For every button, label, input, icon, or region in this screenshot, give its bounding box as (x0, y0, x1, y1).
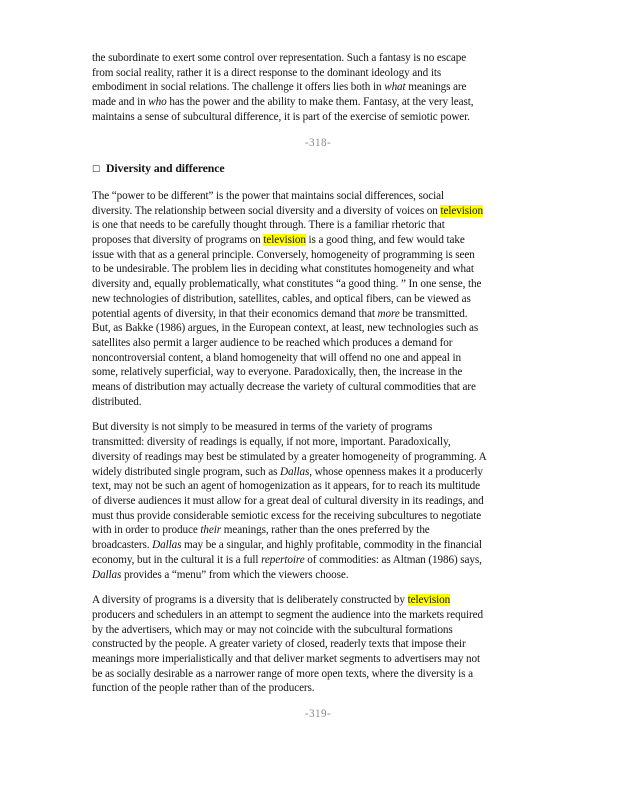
text-line (92, 435, 544, 450)
text-segment: noncontroversial content, a bland homogeneity that will offend no one and appeal in (92, 351, 461, 364)
text-line (92, 277, 544, 292)
text-segment: must thus provide considerable semiotic excess for the receiving subcultures to negotiate (92, 509, 482, 522)
book-page (92, 51, 544, 733)
text-segment: potential agents of diversity, in that their economics demand that (92, 307, 378, 320)
text-segment: satellites also permit a larger audience to be reached which produces a demand for (92, 336, 453, 349)
text-segment: new technologies of distribution, satellites, cables, and optical fibers, can be viewed as (92, 292, 471, 305)
highlighted-term: television (263, 234, 306, 247)
italic-text: who (148, 96, 167, 109)
text-line (92, 637, 544, 652)
text-segment: proposes that diversity of programs on (92, 234, 264, 247)
text-line (92, 321, 544, 336)
italic-text: what (384, 81, 406, 94)
text-line (92, 568, 544, 583)
text-segment: made and in (92, 96, 149, 109)
text-line (92, 204, 544, 219)
text-segment: broadcasters. (92, 539, 153, 552)
text-segment: But, as Bakke (1986) argues, in the European context, at least, new technologies such as (92, 322, 479, 335)
text-line (92, 623, 544, 638)
text-segment: text, may not be such an agent of homogenization as it appears, for to reach its multitude (92, 480, 481, 493)
square-bullet-icon: □ (92, 164, 100, 175)
text-segment: function of the people rather than of the producers. (92, 682, 315, 695)
text-line (92, 336, 544, 351)
body-paragraph (92, 189, 544, 410)
text-segment: maintains a sense of subcultural difference, it is part of the exercise of semiotic power. (92, 110, 470, 123)
text-line (92, 80, 544, 95)
text-segment: of diverse audiences it must allow for a great deal of cultural diversity in its readings, and (92, 494, 484, 507)
text-segment: from social reality, rather it is a direct response to the dominant ideology and its (92, 66, 442, 79)
text-line (92, 538, 544, 553)
text-line (92, 95, 544, 110)
body-paragraph (92, 420, 544, 582)
italic-text: their (200, 524, 222, 537)
body-paragraph (92, 51, 544, 125)
text-segment: But diversity is not simply to be measured in terms of the variety of programs (92, 421, 433, 434)
text-segment: some, relatively superficial, way to everyone. Paradoxically, then, the increase in the (92, 366, 463, 379)
text-line (92, 608, 544, 623)
text-line (92, 420, 544, 435)
text-segment: economy, but in the cultural it is a full (92, 553, 262, 566)
italic-text: Dallas (280, 465, 310, 478)
italic-text: more (377, 307, 400, 320)
text-segment: provides a “menu” from which the viewers choose. (121, 568, 349, 581)
text-segment: the subordinate to exert some control over representation. Such a fantasy is no escape (92, 52, 467, 64)
text-segment: has the power and the ability to make them. Fantasy, at the very least, (166, 96, 474, 109)
highlighted-term: television (440, 204, 483, 217)
text-line (92, 365, 544, 380)
text-line (92, 465, 544, 480)
text-line (92, 593, 544, 608)
text-segment: transmitted: diversity of readings is equally, if not more, important. Paradoxically, (92, 436, 451, 449)
text-line (92, 494, 544, 509)
text-segment: with in order to produce (92, 524, 201, 537)
text-line (92, 509, 544, 524)
text-segment: The “power to be different” is the power that maintains social differences, social (92, 189, 445, 202)
text-line (92, 292, 544, 307)
text-segment: is one that needs to be carefully thought through. There is a familiar rhetoric that (92, 219, 445, 232)
text-line (92, 351, 544, 366)
text-line (92, 189, 544, 204)
text-segment: may be a singular, and highly profitable, commodity in the financial (181, 539, 482, 552)
text-line (92, 667, 544, 682)
text-line (92, 681, 544, 696)
text-line (92, 66, 544, 81)
text-segment: is a good thing, and few would take (305, 234, 465, 247)
text-line (92, 110, 544, 125)
italic-text: Dallas (152, 539, 182, 552)
text-segment: by the advertisers, which may or may not coincide with the subcultural formations (92, 623, 453, 636)
text-segment: embodiment in social relations. The challenge it offers lies both in (92, 81, 385, 94)
text-segment: meanings are (405, 81, 467, 94)
text-line (92, 553, 544, 568)
italic-text: repertoire (261, 553, 305, 566)
text-segment: diversity of readings may best be stimulated by a greater homogeneity of programming. A (92, 450, 487, 463)
body-paragraph (92, 593, 544, 696)
text-line (92, 523, 544, 538)
text-line (92, 248, 544, 263)
text-segment: producers and schedulers in an attempt to segment the audience into the markets required (92, 608, 484, 621)
text-line (92, 479, 544, 494)
text-line (92, 652, 544, 667)
text-segment: to be undesirable. The problem lies in deciding what constitutes homogeneity and what (92, 263, 474, 276)
text-segment: be as socially desirable as a narrower range of more open texts, where the diversity is a (92, 667, 473, 680)
text-segment: of commodities: as Altman (1986) says, (304, 553, 482, 566)
text-segment: meanings more imperialistically and that deliver market segments to advertisers may not (92, 653, 481, 666)
highlighted-term: television (407, 594, 451, 607)
text-segment: diversity and, equally problematically, what constitutes “a good thing. ” In one sense, the (92, 278, 482, 291)
heading-text: Diversity and difference (105, 161, 225, 176)
text-line (92, 51, 544, 66)
text-segment: A diversity of programs is a diversity that is deliberately constructed by (92, 594, 408, 607)
text-segment: diversity. The relationship between social diversity and a diversity of voices on (92, 204, 441, 217)
text-line (92, 307, 544, 322)
text-line (92, 380, 544, 395)
page-number: -319- (304, 708, 332, 721)
italic-text: Dallas (92, 568, 122, 581)
text-segment: widely distributed single program, such as (92, 465, 281, 478)
section-heading (92, 161, 544, 178)
text-segment: meanings, rather than the ones preferred by the (221, 524, 430, 537)
page-number: -318- (304, 136, 332, 149)
text-line (92, 262, 544, 277)
text-segment: be transmitted. (399, 307, 468, 320)
text-segment: , whose openness makes it a producerly (309, 465, 483, 478)
text-segment: distributed. (92, 395, 142, 408)
text-segment: constructed by the people. A greater variety of closed, readerly texts that impose their (92, 638, 466, 651)
text-line (92, 233, 544, 248)
text-segment: means of distribution may actually decrease the variety of cultural commodities that are (92, 381, 476, 394)
text-line (92, 450, 544, 465)
text-line (92, 218, 544, 233)
text-segment: issue with that as a general principle. Conversely, homogeneity of programming is seen (92, 248, 475, 261)
text-line (92, 395, 544, 410)
